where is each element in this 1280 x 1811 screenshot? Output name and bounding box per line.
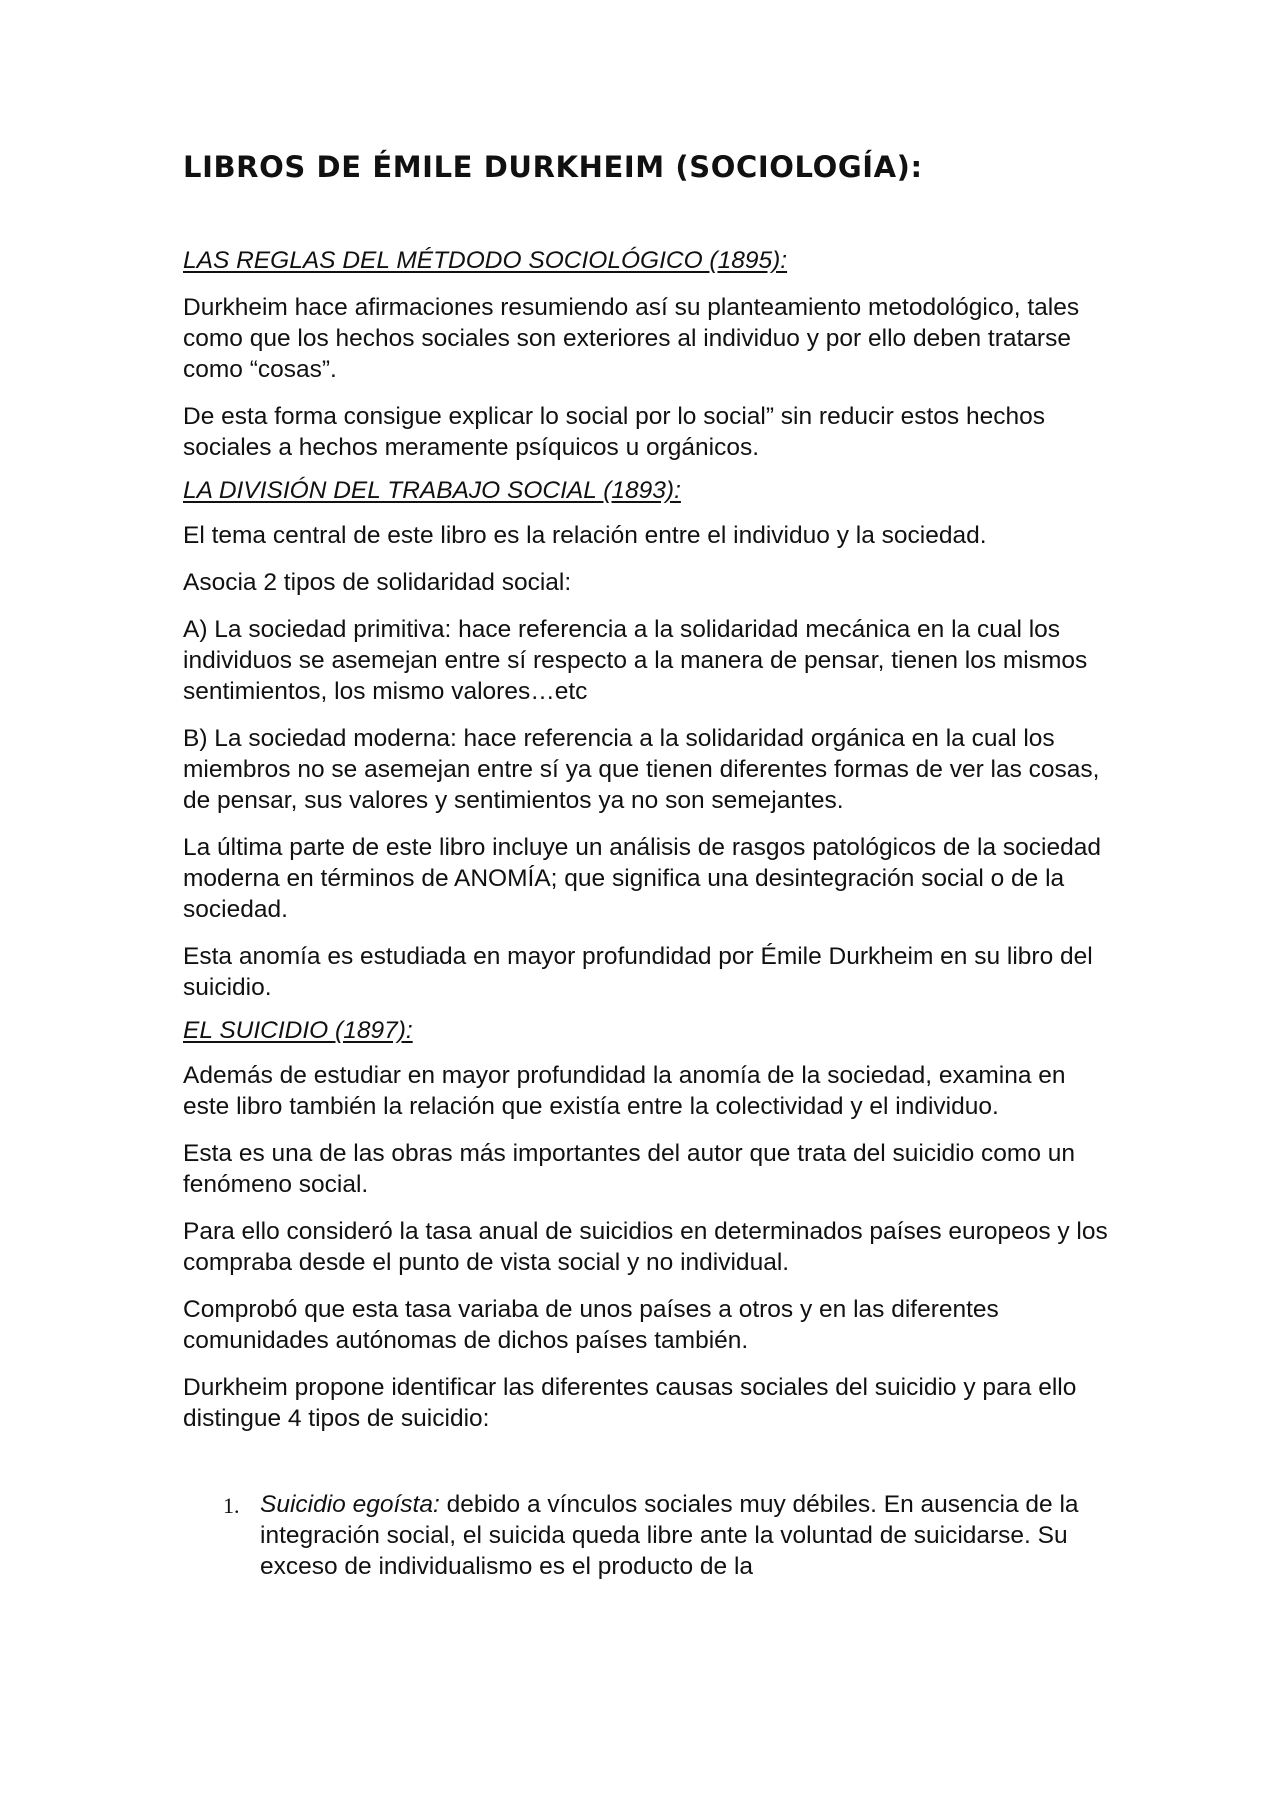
section-heading-reglas: LAS REGLAS DEL MÉTDODO SOCIOLÓGICO (1895): (183, 247, 788, 274)
paragraph: De esta forma consigue explicar lo social por lo social” sin reducir estos hechos sociales a hechos meramente psíquicos u orgánicos. (183, 403, 1045, 461)
paragraph: Durkheim propone identificar las diferentes causas sociales del suicidio y para ello distingue 4 tipos de suicidio: (183, 1374, 1077, 1432)
paragraph: Esta es una de las obras más importantes del autor que trata del suicidio como un fenómeno social. (183, 1140, 1076, 1198)
section-heading-suicidio: EL SUICIDIO (1897): (183, 1017, 413, 1044)
paragraph: B) La sociedad moderna: hace referencia a la solidaridad orgánica en la cual los miembros no se asemejan entre sí ya que tienen diferentes formas de ver las cosas, de pensar, sus valores y sentimientos ya no son semejantes. (183, 725, 1100, 814)
list-item (183, 1489, 1113, 1582)
list-number: 1. (223, 1493, 240, 1518)
paragraph: Además de estudiar en mayor profundidad la anomía de la sociedad, examina en este libro también la relación que existía entre la colectividad y el individuo. (183, 1062, 1066, 1120)
paragraph: A) La sociedad primitiva: hace referencia a la solidaridad mecánica en la cual los individuos se asemejan entre sí respecto a la manera de pensar, tienen los mismos sentimientos, los mismo valores…etc (183, 616, 1088, 705)
section-heading-division: LA DIVISIÓN DEL TRABAJO SOCIAL (1893): (183, 477, 681, 504)
list-term: Suicidio egoísta: (260, 1491, 440, 1518)
paragraph: Asocia 2 tipos de solidaridad social: (183, 569, 572, 596)
document-title: LIBROS DE ÉMILE DURKHEIM (SOCIOLOGÍA): (183, 150, 923, 184)
document-body (183, 245, 1113, 1582)
paragraph: El tema central de este libro es la relación entre el individuo y la sociedad. (183, 522, 987, 549)
paragraph: Comprobó que esta tasa variaba de unos países a otros y en las diferentes comunidades autónomas de dichos países también. (183, 1296, 999, 1354)
paragraph: Esta anomía es estudiada en mayor profundidad por Émile Durkheim en su libro del suicidio. (183, 943, 1093, 1001)
list-text: debido a vínculos sociales muy débiles. En ausencia de la integración social, el suicida queda libre ante la voluntad de suicidarse. Su exceso de individualismo es el producto de la (260, 1491, 1079, 1580)
suicide-types-list (183, 1489, 1113, 1582)
paragraph: Durkheim hace afirmaciones resumiendo así su planteamiento metodológico, tales como que los hechos sociales son exteriores al individuo y por ello deben tratarse como “cosas”. (183, 294, 1080, 383)
paragraph: La última parte de este libro incluye un análisis de rasgos patológicos de la sociedad moderna en términos de ANOMÍA; que significa una desintegración social o de la sociedad. (183, 834, 1101, 923)
paragraph: Para ello consideró la tasa anual de suicidios en determinados países europeos y los compraba desde el punto de vista social y no individual. (183, 1218, 1108, 1276)
